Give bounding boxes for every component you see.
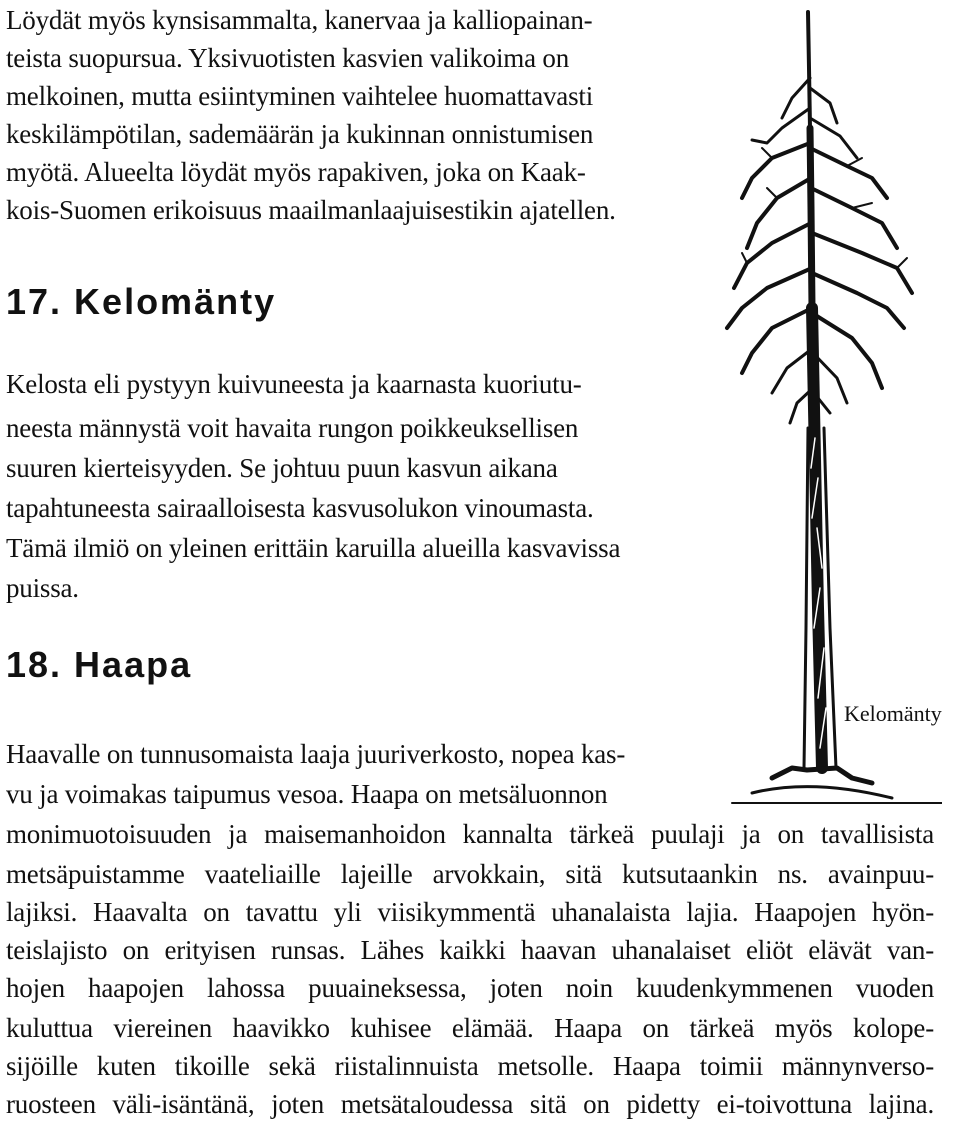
intro-line-4: keskilämpötilan, sademäärän ja kukinnan onnistumisen [6, 119, 594, 149]
section-18-line-2: vu ja voimakas taipumus vesoa. Haapa on metsäluonnon [6, 779, 608, 809]
intro-line-5: myötä. Alueelta löydät myös rapakiven, joka on Kaak- [6, 157, 586, 187]
section-18-line-3: monimuotoisuuden ja maisemanhoidon kannalta tärkeä puulaji ja on tavallisista [6, 819, 934, 849]
section-17-line-5: Tämä ilmiö on yleinen erittäin karuilla alueilla kasvavissa [6, 533, 621, 563]
section-18-line-4: metsäpuistamme vaateliaille lajeille arvokkain, sitä kutsutaankin ns. avainpuu- [6, 859, 934, 889]
section-17-line-1: Kelosta eli pystyyn kuivuneesta ja kaarnasta kuoriutu- [6, 369, 582, 399]
section-18-line-10: ruosteen väli-isäntänä, joten metsätaloudessa sitä on pidetty ei-toivottuna lajina. [6, 1089, 934, 1119]
intro-line-3: melkoinen, mutta esiintyminen vaihtelee huomattavasti [6, 81, 593, 111]
section-18-line-5: lajiksi. Haavalta on tavattu yli viisikymmentä uhanalaista lajia. Haapojen hyön- [6, 897, 934, 927]
section-17-line-3: suuren kierteisyyden. Se johtuu puun kasvun aikana [6, 453, 558, 483]
section-18-line-8: kuluttua viereinen haavikko kuhisee elämää. Haapa on tärkeä myös kolope- [6, 1013, 934, 1043]
intro-line-1: Löydät myös kynsisammalta, kanervaa ja kalliopainan- [6, 5, 593, 35]
section-17-line-2: neesta männystä voit havaita rungon poikkeuksellisen [6, 413, 579, 443]
intro-line-6: kois-Suomen erikoisuus maailmanlaajuisestikin ajatellen. [6, 195, 616, 225]
dead-pine-tree-illustration [712, 8, 942, 808]
section-18-heading: 18. Haapa [6, 644, 193, 685]
section-18-line-7: hojen haapojen lahossa puuaineksessa, joten noin kuudenkymmenen vuoden [6, 973, 934, 1003]
section-17-line-6: puissa. [6, 573, 79, 603]
section-18-line-9: sijöille kuten tikoille sekä riistalinnuista metsolle. Haapa toimii männynverso- [6, 1051, 934, 1081]
section-17-line-4: tapahtuneesta sairaalloisesta kasvusolukon vinoumasta. [6, 493, 594, 523]
figure-caption: Kelomänty [844, 701, 942, 726]
section-18-line-1: Haavalle on tunnusomaista laaja juuriverkosto, nopea kas- [6, 739, 626, 769]
section-18-line-6: teislajisto on erityisen runsas. Lähes kaikki haavan uhanalaiset eliöt elävät van- [6, 935, 934, 965]
section-17-heading: 17. Kelomänty [6, 281, 277, 322]
tree-icon [712, 8, 942, 808]
intro-line-2: teista suopursua. Yksivuotisten kasvien valikoima on [6, 43, 570, 73]
